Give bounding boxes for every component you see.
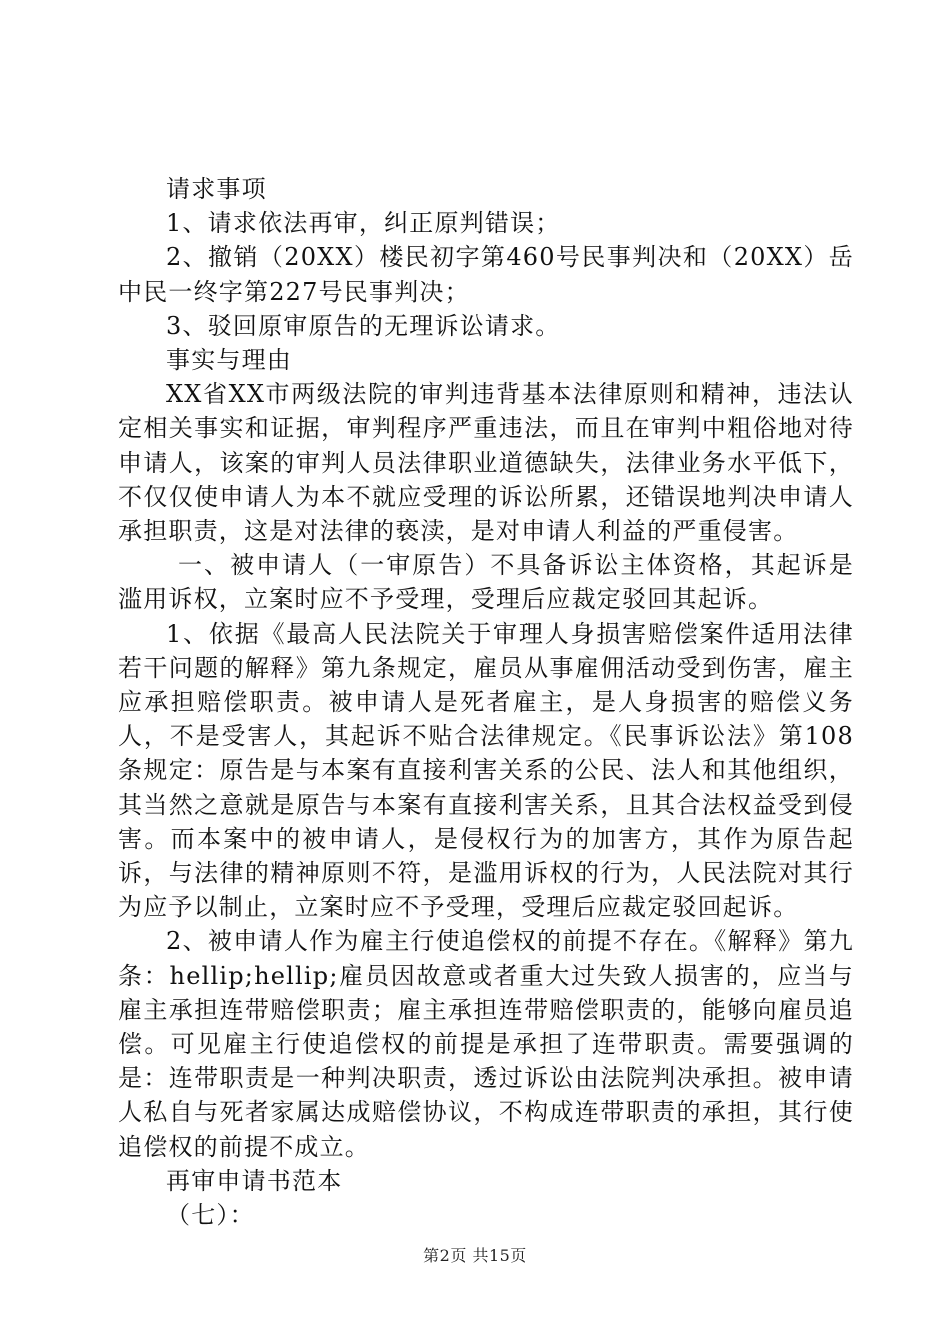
request-item-3: 3、驳回原审原告的无理诉讼请求。 — [166, 311, 561, 340]
request-item-1: 1、请求依法再审，纠正原判错误； — [166, 209, 561, 238]
section-number: （七）： — [166, 1201, 255, 1230]
page-number: 第2页 共15页 — [423, 1246, 527, 1265]
paragraph-overview: XX省XX市两级法院的审判违背基本法律原则和精神，违法认定相关事实和证据，审判程序严重违法，而且在审判中粗俗地对待申请人，该案的审判人员法律职业道德缺失，法律业务水平低下，不仅仅使申请人为本不就应受理的诉讼所累，还错误地判决申请人承担职责，这是对法律的亵渎，是对申请人利益的严重侵害。 — [118, 380, 854, 546]
heading-facts-and-reasons: 事实与理由 — [166, 346, 292, 375]
heading-template-title: 再审申请书范本 — [166, 1166, 343, 1195]
paragraph-point-one: 一、被申请人（一审原告）不具备诉讼主体资格，其起诉是滥用诉权，立案时应不予受理，受理后应裁定驳回其起诉。 — [118, 551, 854, 614]
document-body — [118, 172, 854, 1232]
paragraph-point-one-sub-2: 2、被申请人作为雇主行使追偿权的前提不存在。《解释》第九条：hellip;hellip;雇员因故意或者重大过失致人损害的，应当与雇主承担连带赔偿职责；雇主承担连带赔偿职责的，能够向雇员追偿。可见雇主行使追偿权的前提是承担了连带职责。需要强调的是：连带职责是一种判决职责，透过诉讼由法院判决承担。被申请人私自与死者家属达成赔偿协议，不构成连带职责的承担，其行使追偿权的前提不成立。 — [118, 927, 854, 1161]
request-item-2: 2、撤销（20XX）楼民初字第460号民事判决和（20XX）岳中民一终字第227号民事判决； — [118, 243, 854, 306]
heading-request-items: 请求事项 — [166, 175, 267, 203]
page-footer — [0, 1243, 950, 1266]
paragraph-point-one-sub-1: 1、依据《最高人民法院关于审理人身损害赔偿案件适用法律若干问题的解释》第九条规定，雇员从事雇佣活动受到伤害，雇主应承担赔偿职责。被申请人是死者雇主，是人身损害的赔偿义务人，不是受害人，其起诉不贴合法律规定。《民事诉讼法》第108条规定：原告是与本案有直接利害关系的公民、法人和其他组织，其当然之意就是原告与本案有直接利害关系，且其合法权益受到侵害。而本案中的被申请人，是侵权行为的加害方，其作为原告起诉，与法律的精神原则不符，是滥用诉权的行为，人民法院对其行为应予以制止，立案时应不予受理，受理后应裁定驳回起诉。 — [118, 619, 854, 922]
